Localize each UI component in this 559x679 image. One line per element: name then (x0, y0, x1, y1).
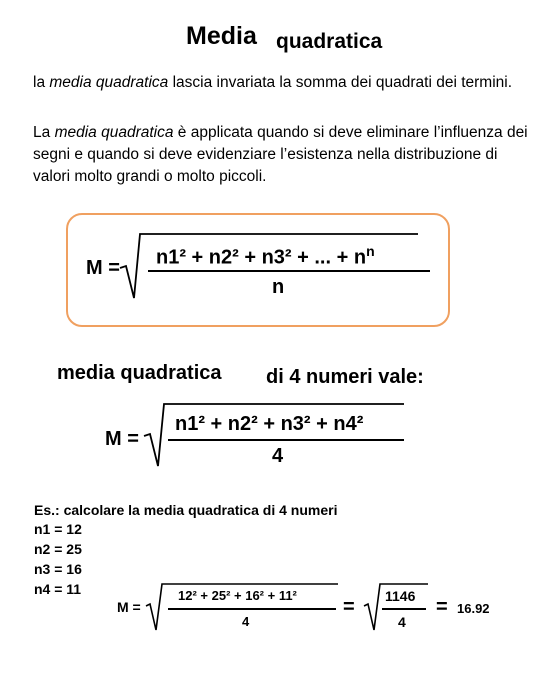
example-numerator-2: 1146 (385, 588, 416, 604)
general-formula-numerator (156, 243, 375, 270)
intro-paragraph-1 (33, 72, 533, 94)
intro-paragraph-2 (33, 122, 533, 188)
example-title: Es.: calcolare la media quadratica di 4 numeri (34, 502, 338, 518)
intro-p1-before: la (33, 74, 50, 91)
example-value-n1: n1 = 12 (34, 521, 82, 537)
intro-p2-after: è applicata quando si deve eliminare l’influenza dei segni e quando si deve evidenziare l’esistenza nella distribuzione di valori molto grandi o molto piccoli. (33, 124, 528, 185)
general-fraction-bar (148, 270, 430, 272)
general-formula-denominator: n (272, 276, 285, 298)
intro-p1-em: media quadratica (49, 74, 169, 91)
example-value-n4: n4 = 11 (34, 581, 82, 597)
four-formula-lhs: M = (105, 428, 139, 450)
example-lhs: M = (117, 599, 141, 615)
page-title-media: Media (186, 22, 257, 50)
example-equals-1: = (343, 596, 355, 618)
example-value-n3: n3 = 16 (34, 561, 82, 577)
section2-heading-a: media quadratica (57, 362, 222, 384)
example-fraction-bar-2 (382, 608, 426, 610)
example-denominator: 4 (242, 614, 250, 629)
section2-heading-b: di 4 numeri vale: (266, 366, 424, 388)
intro-p2-before: La (33, 124, 55, 141)
general-numerator-exponent: n (366, 243, 375, 259)
example-value-n2: n2 = 25 (34, 541, 82, 557)
four-formula-denominator: 4 (272, 445, 284, 467)
intro-p1-after: lascia invariata la somma dei quadrati dei termini. (168, 74, 513, 91)
general-formula-lhs: M = (86, 257, 120, 279)
four-formula-numerator: n1² + n2² + n3² + n4² (175, 413, 364, 435)
example-result: 16.92 (457, 601, 490, 616)
four-fraction-bar (168, 439, 404, 441)
example-equals-2: = (436, 596, 448, 618)
page-title-quadratica: quadratica (276, 30, 383, 53)
example-fraction-bar-1 (168, 608, 336, 610)
intro-p2-em: media quadratica (54, 124, 174, 141)
example-numerator: 12² + 25² + 16² + 11² (178, 588, 297, 603)
general-numerator-text: n1² + n2² + n3² + ... + n (156, 246, 367, 269)
example-denominator-2: 4 (398, 614, 406, 630)
